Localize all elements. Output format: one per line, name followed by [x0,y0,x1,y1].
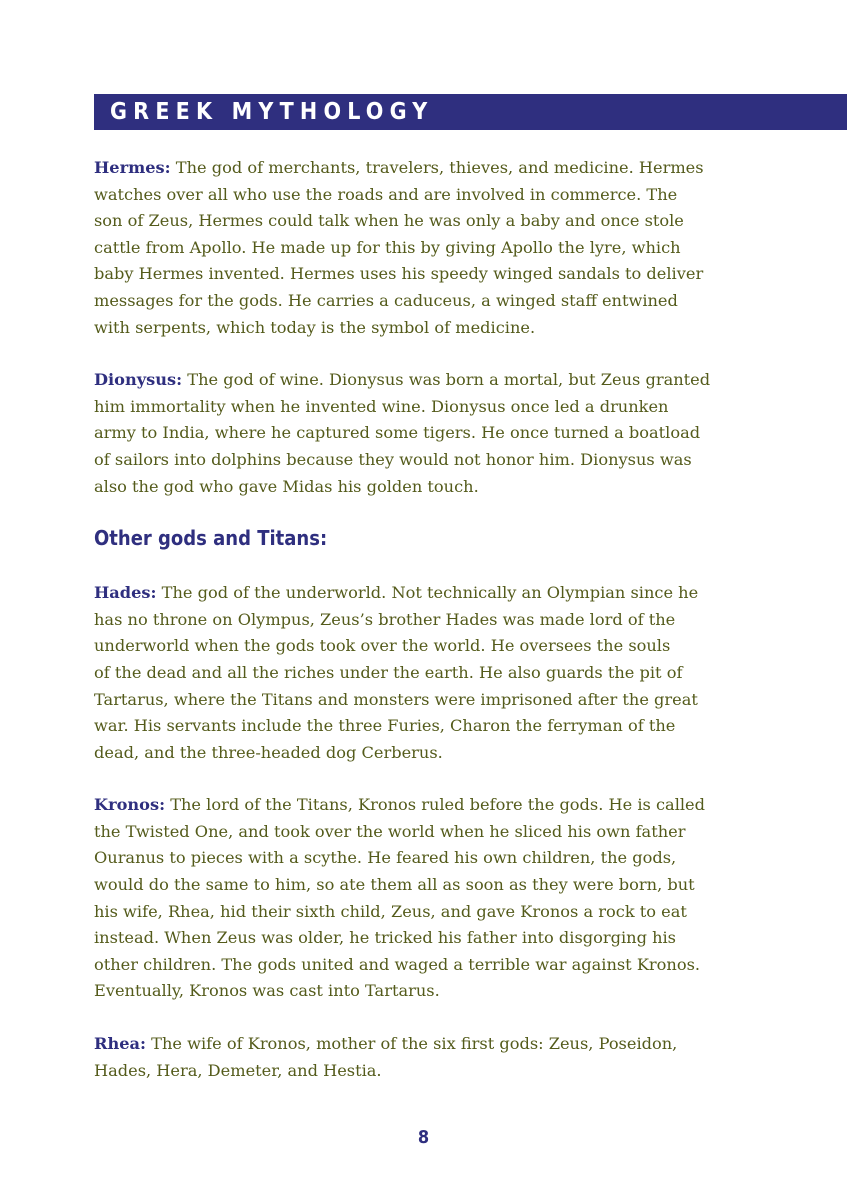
entry-line: Tartarus, where the Titans and monsters were imprisoned after the great [94,689,698,709]
entry-line: instead. When Zeus was older, he tricked his father into disgorging his [94,928,676,948]
entry-line: army to India, where he captured some tigers. He once turned a boatload [94,423,701,443]
entry-line: with serpents, which today is the symbol of medicine. [94,317,536,337]
entry-line: The god of merchants, travelers, thieves, and medicine. Hermes [170,158,704,177]
entry-term: Hermes: [94,158,171,177]
entry-kronos [94,792,774,1005]
entry-line: Ouranus to pieces with a scythe. He feared his own children, the gods, [94,848,677,868]
entry-term: Kronos: [94,795,166,815]
entry-line: The wife of Kronos, mother of the six first gods: Zeus, Poseidon, [146,1034,678,1054]
entry-line: watches over all who use the roads and are involved in commerce. The [94,184,678,204]
entry-rhea [94,1031,774,1084]
page-number: 8 [417,1127,430,1148]
entry-line: would do the same to him, so ate them all as soon as they were born, but [94,875,695,895]
entry-line: also the god who gave Midas his golden touch. [94,476,479,496]
entry-line: of sailors into dolphins because they would not honor him. Dionysus was [94,449,692,469]
entry-line: Hades, Hera, Demeter, and Hestia. [94,1060,382,1080]
entry-line: underworld when the gods took over the world. He oversees the souls [94,636,671,656]
chapter-banner [94,94,847,130]
entry-line: the Twisted One, and took over the world when he sliced his own father [94,821,686,841]
paragraph-spacer [94,551,774,580]
entry-line: his wife, Rhea, hid their sixth child, Zeus, and gave Kronos a rock to eat [94,901,687,921]
entry-term: Dionysus: [94,370,183,390]
section-subheading: Other gods and Titans: [94,526,328,551]
entry-line: of the dead and all the riches under the earth. He also guards the pit of [94,662,683,682]
entry-line: The god of the underworld. Not technically an Olympian since he [156,583,699,603]
entry-line: baby Hermes invented. Hermes uses his speedy winged sandals to deliver [94,264,704,284]
entry-line: Eventually, Kronos was cast into Tartarus. [94,981,440,1001]
paragraph-spacer [94,1005,774,1031]
entry-hermes [94,155,774,341]
entry-term: Hades: [94,583,157,603]
entry-dionysus [94,367,774,500]
entry-line: son of Zeus, Hermes could talk when he was only a baby and once stole [94,211,684,231]
entry-line: The lord of the Titans, Kronos ruled before the gods. He is called [165,795,705,815]
entry-line: has no throne on Olympus, Zeus’s brother Hades was made lord of the [94,609,676,629]
entry-line: The god of wine. Dionysus was born a mortal, but Zeus granted [182,370,711,390]
entry-line: messages for the gods. He carries a caduceus, a winged staff entwined [94,290,678,310]
paragraph-spacer [94,341,774,367]
entry-line: other children. The gods united and waged a terrible war against Kronos. [94,954,701,974]
entry-line: war. His servants include the three Furies, Charon the ferryman of the [94,716,676,736]
page-content [94,155,774,1084]
entry-line: cattle from Apollo. He made up for this by giving Apollo the lyre, which [94,237,681,257]
entry-hades [94,580,774,766]
entry-term: Rhea: [94,1034,146,1054]
entry-line: him immortality when he invented wine. Dionysus once led a drunken [94,396,669,416]
entry-line: dead, and the three-headed dog Cerberus. [94,742,443,762]
paragraph-spacer [94,766,774,792]
chapter-title: GREEK MYTHOLOGY [110,99,434,125]
paragraph-spacer [94,500,774,525]
